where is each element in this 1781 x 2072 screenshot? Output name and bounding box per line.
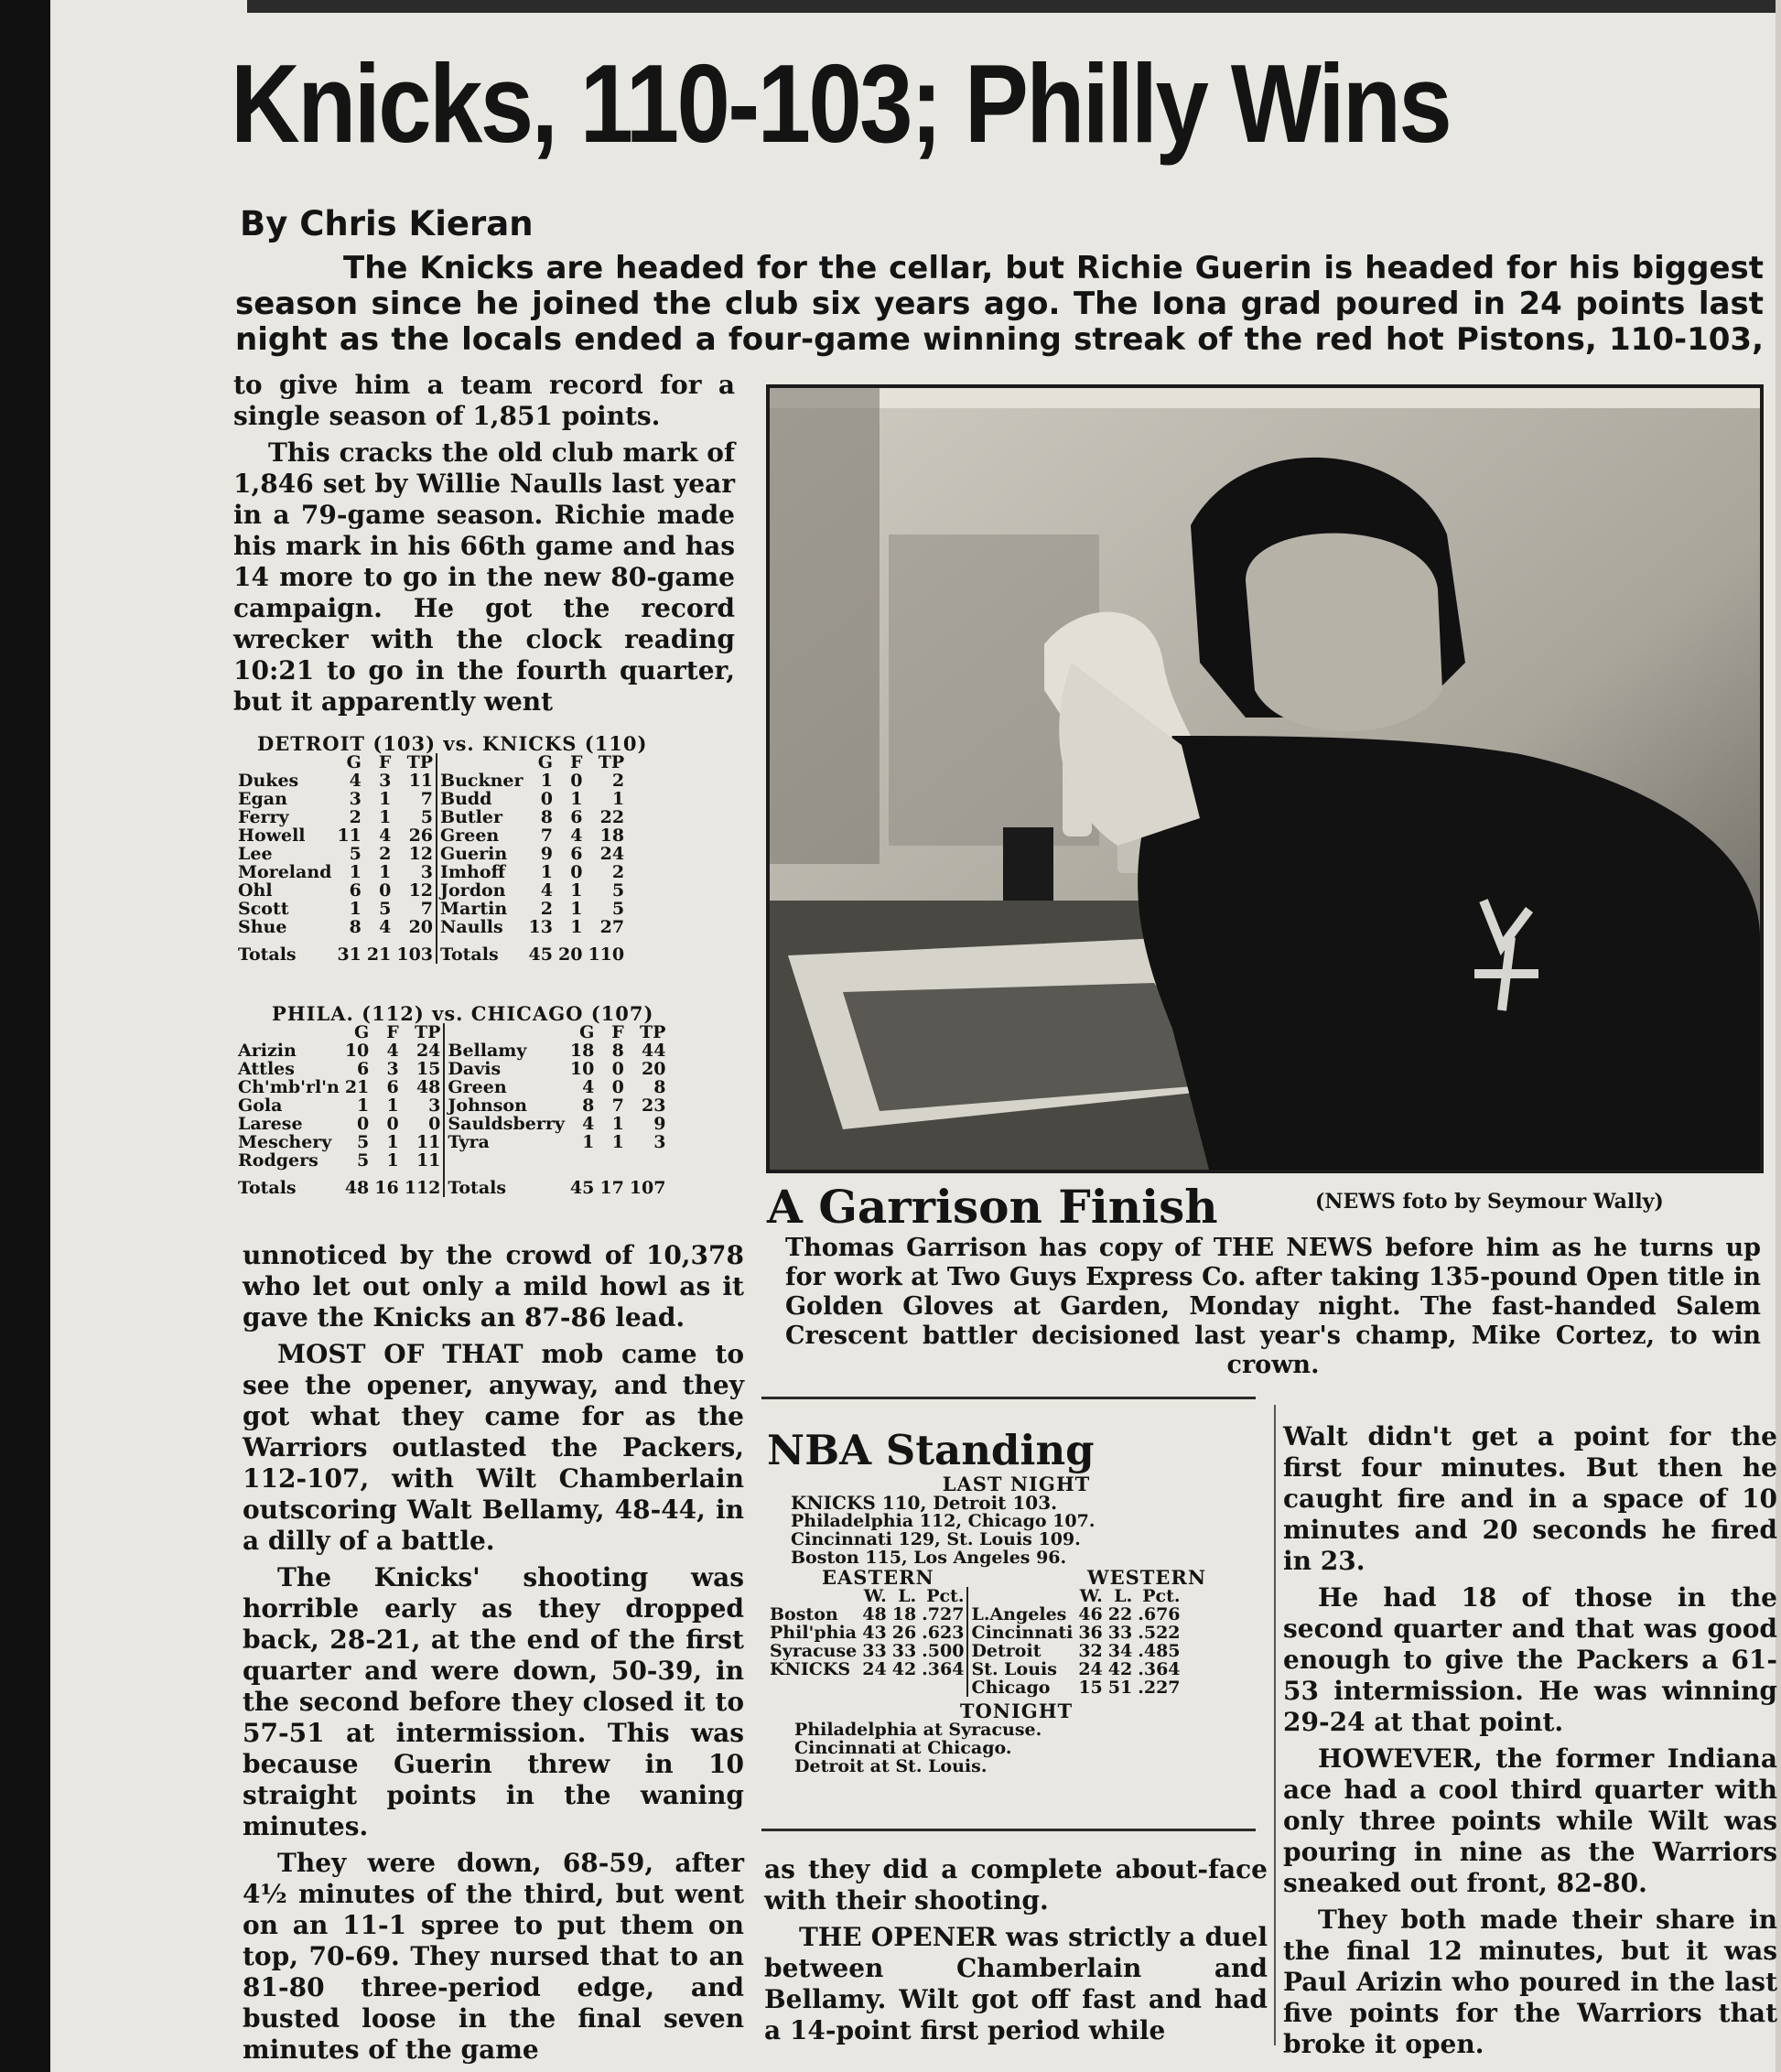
player-name — [444, 1151, 567, 1170]
stat-cell: 4 — [379, 826, 392, 846]
player-name: Meschery — [238, 1132, 332, 1152]
standing-cell — [890, 1678, 919, 1697]
stat-cell: 18 — [569, 1041, 595, 1061]
stat-cell: 5 — [379, 899, 392, 919]
player-row — [235, 1078, 668, 1096]
player-name: Dukes — [238, 771, 299, 791]
nba-standings-box — [767, 1426, 1266, 1775]
player-name: Scott — [238, 899, 289, 919]
photo-illustration — [770, 388, 1760, 1170]
stat-cell — [597, 1151, 626, 1170]
column-header: TP — [640, 1022, 666, 1042]
stat-cell: 12 — [408, 844, 434, 864]
team-name — [767, 1678, 859, 1697]
stat-cell: 5 — [611, 899, 625, 919]
stat-cell: 11 — [416, 1150, 441, 1171]
nba-standings-title: NBA Standing — [767, 1426, 1095, 1474]
standing-cell: .485 — [1138, 1641, 1181, 1661]
player-name: Martin — [437, 900, 526, 918]
player-row — [235, 1151, 668, 1170]
stat-cell: 4 — [379, 917, 392, 937]
player-name: Imhoff — [437, 863, 526, 881]
standing-cell: 48 — [862, 1604, 887, 1624]
game-line: Detroit at St. Louis. — [794, 1756, 988, 1776]
tonight-header: TONIGHT — [959, 1700, 1074, 1722]
stat-cell: 2 — [611, 862, 625, 882]
standing-cell: 42 — [891, 1659, 917, 1679]
player-name: Attles — [238, 1059, 295, 1079]
stat-cell: 10 — [569, 1059, 595, 1079]
player-name: Guerin — [437, 845, 526, 863]
team-name: Boston — [770, 1604, 838, 1624]
stat-cell: 6 — [386, 1077, 399, 1097]
box-score-header: DETROIT (103) vs. KNICKS (110) — [257, 732, 648, 755]
headline: Knicks, 110-103; Philly Wins — [231, 41, 1451, 166]
stat-cell: 5 — [420, 807, 434, 827]
stat-cell: 1 — [611, 1132, 624, 1152]
totals-label: Totals — [238, 1178, 297, 1198]
stat-cell: 1 — [379, 862, 392, 882]
standing-cell: 15 — [1078, 1678, 1103, 1698]
divider — [761, 1397, 1256, 1399]
column-header: G — [354, 1022, 370, 1042]
stat-cell: 7 — [540, 826, 553, 846]
stat-cell: 8 — [653, 1077, 666, 1097]
player-name: Buckner — [437, 772, 526, 790]
stat-cell: 6 — [349, 880, 362, 901]
paragraph: HOWEVER, the former Indiana ace had a cool third quarter with only three points while Wilt was pouring in nine as the Warriors sneaked out front, 82-80. — [1283, 1743, 1777, 1898]
standing-cell: 33 — [862, 1641, 887, 1661]
stat-cell: 26 — [408, 826, 434, 846]
standings-row — [767, 1678, 1183, 1697]
column-header: Pct. — [1142, 1586, 1181, 1606]
result-line: Cincinnati 129, St. Louis 109. — [791, 1529, 1081, 1549]
total-cell: 45 — [569, 1178, 595, 1198]
byline: By Chris Kieran — [240, 204, 534, 243]
team-name: L.Angeles — [967, 1605, 1075, 1624]
player-row — [235, 1041, 668, 1060]
stat-cell: 2 — [540, 899, 553, 919]
total-cell: 17 — [599, 1178, 624, 1198]
team-name: St. Louis — [967, 1660, 1075, 1678]
total-cell: 112 — [404, 1178, 441, 1198]
stat-cell: 2 — [379, 844, 392, 864]
stat-cell: 2 — [611, 771, 625, 791]
page-left-border — [0, 0, 50, 2072]
stat-cell: 1 — [570, 789, 583, 809]
player-name: Green — [444, 1078, 567, 1096]
standing-cell: .500 — [922, 1641, 965, 1661]
stat-cell: 11 — [416, 1132, 441, 1152]
stat-cell: 4 — [386, 1041, 399, 1061]
standings-table — [767, 1587, 1183, 1697]
stat-cell: 1 — [582, 1132, 595, 1152]
player-name: Bellamy — [444, 1041, 567, 1060]
standing-cell: 42 — [1107, 1659, 1133, 1679]
stat-cell: 8 — [540, 807, 553, 827]
box-score-table — [235, 753, 627, 964]
stat-cell: 1 — [540, 862, 553, 882]
stat-cell: 12 — [408, 880, 434, 901]
stat-cell: 11 — [337, 826, 362, 846]
player-name: Larese — [238, 1114, 303, 1134]
standing-cell: 33 — [891, 1641, 917, 1661]
team-name: Syracuse — [770, 1641, 858, 1661]
player-row — [235, 900, 627, 918]
player-row — [235, 1133, 668, 1151]
stat-cell: 0 — [379, 880, 392, 901]
last-night-results — [767, 1494, 1266, 1567]
stat-cell: 4 — [570, 826, 583, 846]
stat-cell: 20 — [642, 1059, 666, 1079]
column-header: W. — [863, 1586, 887, 1606]
totals-label: Totals — [437, 936, 526, 964]
standing-cell: .623 — [922, 1623, 965, 1643]
player-row — [235, 808, 627, 826]
column-header: G — [537, 752, 553, 772]
stat-cell: 1 — [570, 917, 583, 937]
paragraph: unnoticed by the crowd of 10,378 who let out only a mild howl as it gave the Knicks an 87-86 lead. — [243, 1240, 744, 1333]
standing-cell: 24 — [862, 1659, 887, 1679]
standing-cell: 51 — [1107, 1678, 1133, 1698]
stat-cell: 5 — [349, 844, 362, 864]
player-row — [235, 772, 627, 790]
player-row — [235, 1096, 668, 1115]
stat-cell: 22 — [599, 807, 625, 827]
team-name: KNICKS — [770, 1659, 851, 1679]
conference-headers — [767, 1566, 1266, 1589]
player-name: Shue — [238, 917, 287, 937]
stat-cell: 9 — [653, 1114, 666, 1134]
blank — [437, 753, 526, 772]
stat-cell — [627, 1151, 669, 1170]
stat-cell: 1 — [570, 880, 583, 901]
column-header: TP — [406, 752, 434, 772]
stat-cell — [567, 1151, 597, 1170]
stat-cell: 1 — [570, 899, 583, 919]
player-name: Green — [437, 826, 526, 845]
western-header: WESTERN — [1087, 1566, 1207, 1589]
stat-cell: 3 — [386, 1059, 399, 1079]
standing-cell: .227 — [1138, 1678, 1181, 1698]
stat-cell: 20 — [408, 917, 434, 937]
player-name: Naulls — [437, 918, 526, 936]
column-header: L. — [898, 1586, 917, 1606]
masthead-strip — [247, 0, 1781, 13]
column-1-bottom — [243, 1240, 744, 2071]
stat-cell: 0 — [386, 1114, 399, 1134]
box-score-header: PHILA. (112) vs. CHICAGO (107) — [272, 1002, 654, 1025]
stat-cell: 5 — [357, 1150, 370, 1171]
stat-cell: 1 — [386, 1132, 399, 1152]
column-header: G — [579, 1022, 595, 1042]
stat-cell: 4 — [582, 1077, 595, 1097]
player-name: Arizin — [238, 1041, 297, 1061]
team-name: Phil'phia — [770, 1623, 857, 1643]
stat-cell: 8 — [349, 917, 362, 937]
player-row — [235, 1060, 668, 1078]
total-cell: 103 — [396, 944, 434, 965]
stat-cell: 1 — [349, 899, 362, 919]
stat-cell: 21 — [344, 1077, 370, 1097]
column-header: F — [386, 1022, 399, 1042]
player-name: Sauldsberry — [444, 1115, 567, 1133]
player-row — [235, 790, 627, 808]
stat-cell: 0 — [357, 1114, 370, 1134]
column-header: F — [569, 752, 583, 772]
stat-cell: 6 — [570, 807, 583, 827]
stat-cell: 8 — [582, 1095, 595, 1116]
player-name: Johnson — [444, 1096, 567, 1115]
paragraph: They were down, 68-59, after 4½ minutes of the third, but went on an 11-1 spree to put them on top, 70-69. They nursed that to an 81-80 three-period edge, and busted loose in the final seven minutes of the game — [243, 1848, 744, 2065]
standing-cell: .364 — [1138, 1659, 1181, 1679]
standing-cell: 46 — [1078, 1604, 1103, 1624]
total-cell: 48 — [344, 1178, 370, 1198]
player-name: Ohl — [238, 880, 273, 901]
divider — [761, 1829, 1256, 1831]
stat-cell: 27 — [599, 917, 625, 937]
total-cell: 16 — [374, 1178, 399, 1198]
standing-cell: .676 — [1138, 1604, 1181, 1624]
paragraph: as they did a complete about-face with their shooting. — [764, 1854, 1268, 1916]
player-row — [235, 845, 627, 863]
stat-cell: 23 — [642, 1095, 666, 1116]
stat-cell: 3 — [420, 862, 434, 882]
stat-cell: 11 — [408, 771, 434, 791]
paragraph: He had 18 of those in the second quarter and that was good enough to give the Packers a 61-53 intermission. He was winning 29-24 at that point. — [1283, 1582, 1777, 1737]
photo-caption-title: A Garrison Finish — [767, 1180, 1218, 1234]
stat-cell: 1 — [357, 1095, 370, 1116]
stat-cell: 0 — [428, 1114, 441, 1134]
stat-cell: 7 — [420, 789, 434, 809]
standings-row — [767, 1624, 1183, 1642]
standings-row — [767, 1642, 1183, 1660]
paragraph: THE OPENER was strictly a duel between Chamberlain and Bellamy. Wilt got off fast and had a 14-point first period while — [764, 1922, 1268, 2045]
result-line: Boston 115, Los Angeles 96. — [791, 1548, 1067, 1568]
stat-cell: 0 — [570, 862, 583, 882]
player-row — [235, 881, 627, 900]
photo-thomas-garrison — [766, 384, 1764, 1173]
stat-cell: 3 — [653, 1132, 666, 1152]
stat-cell: 5 — [611, 880, 625, 901]
column-header: L. — [1114, 1586, 1133, 1606]
column-2-bottom — [764, 1854, 1268, 2052]
total-cell: 45 — [528, 944, 553, 965]
stat-cell: 4 — [349, 771, 362, 791]
standing-cell: 24 — [1078, 1659, 1103, 1679]
column-header-row — [235, 1023, 668, 1041]
stat-cell: 48 — [416, 1077, 441, 1097]
stat-cell: 24 — [599, 844, 625, 864]
paragraph: This cracks the old club mark of 1,846 set by Willie Naulls last year in a 79-game season. Richie made his mark in his 66th game and has 14 more to go in the new 80-game campaign. He got the record wrecker with the clock reading 10:21 to go in the fourth quarter, but it apparently went — [233, 437, 735, 717]
player-name: Moreland — [238, 862, 332, 882]
stat-cell: 1 — [349, 862, 362, 882]
box-score-table — [235, 1023, 668, 1197]
stat-cell: 1 — [611, 789, 625, 809]
standings-header-row — [767, 1587, 1183, 1605]
player-row — [235, 1115, 668, 1133]
stat-cell: 4 — [582, 1114, 595, 1134]
stat-cell: 18 — [599, 826, 625, 846]
column-header-row — [235, 753, 627, 772]
result-line: KNICKS 110, Detroit 103. — [791, 1492, 1058, 1514]
team-name: Chicago — [967, 1678, 1075, 1697]
stat-cell: 2 — [349, 807, 362, 827]
column-3 — [1283, 1421, 1777, 2066]
stat-cell: 6 — [357, 1059, 370, 1079]
player-row — [235, 863, 627, 881]
total-cell: 110 — [588, 944, 625, 965]
column-header: G — [346, 752, 362, 772]
column-header: TP — [598, 752, 625, 772]
lede-paragraph: The Knicks are headed for the cellar, but Richie Guerin is headed for his biggest season since he joined the club six years ago. The Iona grad poured in 24 points last night as the locals ended a four-game winning streak of the red hot Pistons, 110-103, — [235, 250, 1764, 358]
stat-cell: 13 — [528, 917, 553, 937]
standing-cell: 43 — [862, 1623, 887, 1643]
stat-cell: 9 — [540, 844, 553, 864]
column-divider — [1274, 1405, 1276, 2045]
standing-cell: 32 — [1078, 1641, 1103, 1661]
blank — [235, 1023, 342, 1041]
stat-cell: 1 — [379, 789, 392, 809]
team-name: Detroit — [967, 1642, 1075, 1660]
blank — [444, 1023, 567, 1041]
stat-cell: 3 — [428, 1095, 441, 1116]
player-name: Lee — [238, 844, 273, 864]
blank — [967, 1587, 1075, 1605]
stat-cell: 7 — [611, 1095, 624, 1116]
player-row — [235, 826, 627, 845]
player-name: Egan — [238, 789, 287, 809]
stat-cell: 10 — [344, 1041, 370, 1061]
stat-cell: 0 — [540, 789, 553, 809]
stat-cell: 1 — [386, 1150, 399, 1171]
standing-cell — [919, 1678, 967, 1697]
player-name: Ferry — [238, 807, 289, 827]
column-header: F — [611, 1022, 624, 1042]
totals-label: Totals — [238, 944, 297, 965]
standing-cell: .522 — [1138, 1623, 1181, 1643]
standing-cell: .727 — [922, 1604, 965, 1624]
player-name: Howell — [238, 826, 306, 846]
player-name: Jordon — [437, 881, 526, 900]
stat-cell: 0 — [611, 1077, 624, 1097]
team-name: Cincinnati — [967, 1624, 1075, 1642]
photo-caption: Thomas Garrison has copy of THE NEWS before him as he turns up for work at Two Guys Express Co. after taking 135-pound Open title in Golden Gloves at Garden, Monday night. The fast-handed Salem Crescent battler decisioned last year's champ, Mike Cortez, to win crown. — [785, 1234, 1761, 1379]
result-line: Philadelphia 112, Chicago 107. — [791, 1511, 1096, 1531]
eastern-header: EASTERN — [822, 1566, 934, 1589]
standing-cell: 34 — [1107, 1641, 1133, 1661]
paragraph: to give him a team record for a single season of 1,851 points. — [233, 370, 735, 431]
total-cell: 31 — [337, 944, 362, 965]
standing-cell — [859, 1678, 889, 1697]
standing-cell: 33 — [1107, 1623, 1133, 1643]
stat-cell: 15 — [416, 1059, 441, 1079]
column-header: TP — [414, 1022, 441, 1042]
player-row — [235, 918, 627, 936]
stat-cell: 7 — [420, 899, 434, 919]
column-header: Pct. — [926, 1586, 965, 1606]
totals-row — [235, 936, 627, 964]
total-cell: 21 — [366, 944, 392, 965]
stat-cell: 24 — [416, 1041, 441, 1061]
tonight-games — [767, 1721, 1266, 1775]
blank — [235, 753, 334, 772]
stat-cell: 0 — [570, 771, 583, 791]
player-name: Butler — [437, 808, 526, 826]
last-night-header: LAST NIGHT — [942, 1473, 1091, 1495]
total-cell: 107 — [629, 1178, 666, 1198]
standing-cell: 22 — [1107, 1604, 1133, 1624]
player-name: Tyra — [444, 1133, 567, 1151]
stat-cell: 5 — [357, 1132, 370, 1152]
player-name: Ch'mb'rl'n — [238, 1077, 340, 1097]
player-name: Rodgers — [238, 1150, 318, 1171]
stat-cell: 6 — [570, 844, 583, 864]
total-cell: 20 — [558, 944, 583, 965]
totals-label: Totals — [444, 1170, 567, 1197]
standing-cell: 36 — [1078, 1623, 1103, 1643]
stat-cell: 0 — [611, 1059, 624, 1079]
standing-cell: .364 — [922, 1659, 965, 1679]
photo-credit: (NEWS foto by Seymour Wally) — [1315, 1190, 1664, 1214]
stat-cell: 44 — [642, 1041, 666, 1061]
stat-cell: 1 — [386, 1095, 399, 1116]
paragraph: The Knicks' shooting was horrible early as they dropped back, 28-21, at the end of the first quarter and were down, 50-39, in the second before they closed it to 57-51 at intermission. This was because Guerin threw in 10 straight points in the waning minutes. — [243, 1562, 744, 1841]
standing-cell: 18 — [891, 1604, 917, 1624]
stat-cell: 3 — [349, 789, 362, 809]
player-name: Davis — [444, 1060, 567, 1078]
stat-cell: 8 — [611, 1041, 624, 1061]
column-header: W. — [1079, 1586, 1103, 1606]
paragraph: MOST OF THAT mob came to see the opener, anyway, and they got what they came for as the Warriors outlasted the Packers, 112-107, with Wilt Chamberlain outscoring Walt Bellamy, 48-44, in a dilly of a battle. — [243, 1339, 744, 1556]
stat-cell: 1 — [540, 771, 553, 791]
standing-cell: 26 — [891, 1623, 917, 1643]
totals-row — [235, 1170, 668, 1197]
standings-row — [767, 1660, 1183, 1678]
standings-row — [767, 1605, 1183, 1624]
paragraph: Walt didn't get a point for the first four minutes. But then he caught fire and in a space of 10 minutes and 20 seconds he fired in 23. — [1283, 1421, 1777, 1576]
box-score-detroit-knicks — [235, 732, 748, 965]
paragraph: They both made their share in the final 12 minutes, but it was Paul Arizin who poured in the last five points for the Warriors that broke it open. — [1283, 1905, 1777, 2059]
column-1-top — [233, 370, 735, 723]
stat-cell: 1 — [379, 807, 392, 827]
box-score-phila-chicago — [235, 1002, 748, 1198]
game-line: Cincinnati at Chicago. — [794, 1738, 1012, 1758]
stat-cell: 1 — [611, 1114, 624, 1134]
stat-cell: 3 — [379, 771, 392, 791]
stat-cell: 4 — [540, 880, 553, 901]
column-header: F — [378, 752, 392, 772]
game-line: Philadelphia at Syracuse. — [794, 1720, 1042, 1740]
player-name: Gola — [238, 1095, 283, 1116]
blank — [767, 1587, 859, 1605]
player-name: Budd — [437, 790, 526, 808]
